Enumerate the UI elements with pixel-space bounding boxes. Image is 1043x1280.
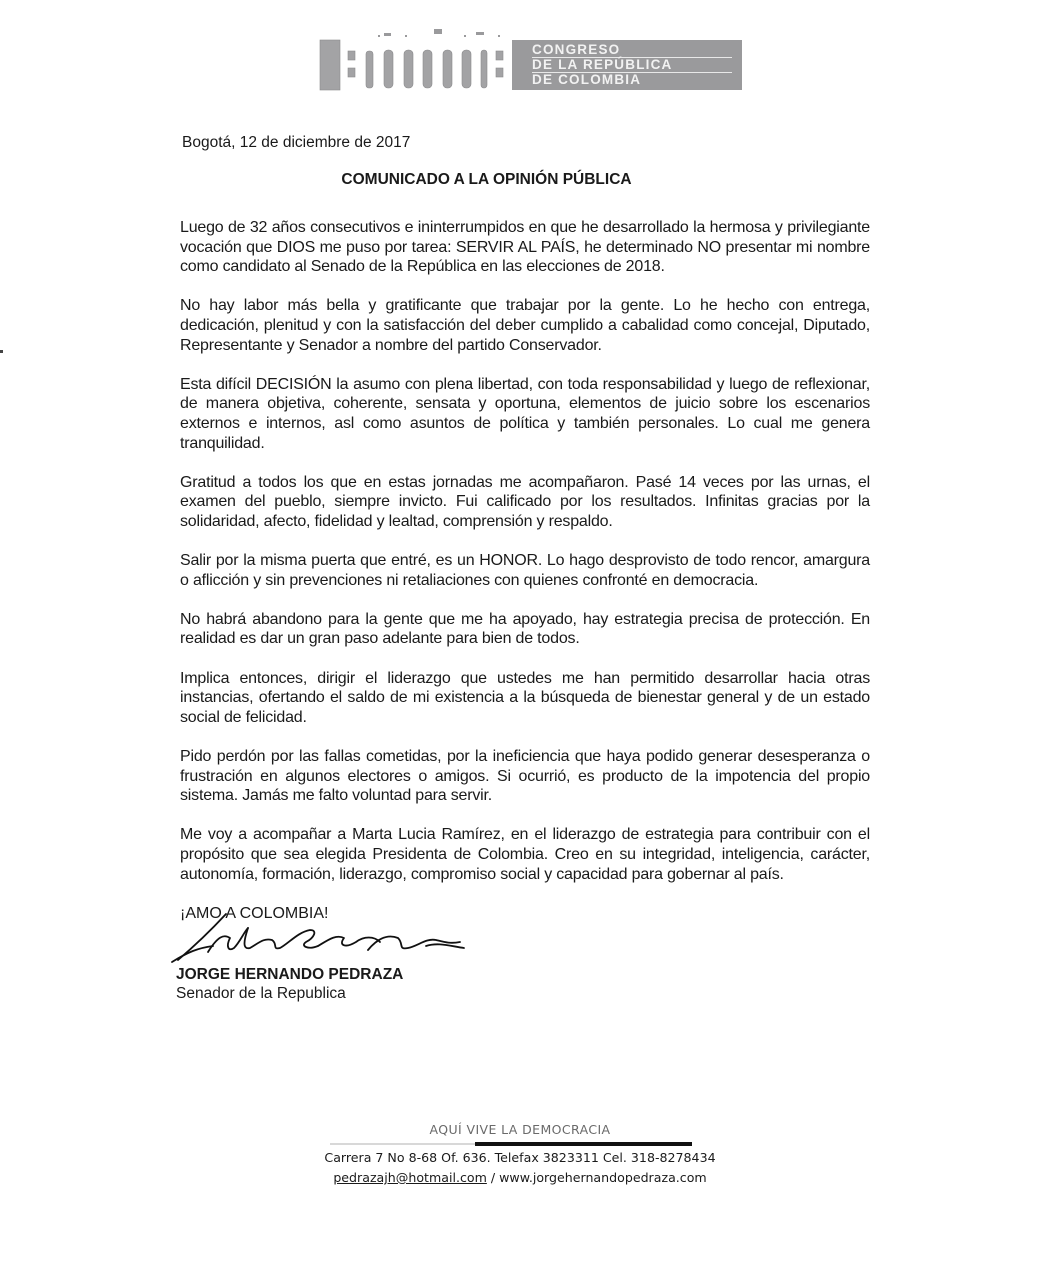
handwritten-signature	[168, 908, 488, 968]
capitol-emblem-icon	[318, 28, 508, 92]
footer-address: Carrera 7 No 8-68 Of. 636. Telefax 3823311 Cel. 318-8278434	[324, 1150, 716, 1165]
footer-rule	[330, 1142, 692, 1146]
scan-mark	[0, 350, 3, 353]
footer-contact	[300, 1170, 740, 1185]
body-paragraph: Salir por la misma puerta que entré, es un HONOR. Lo hago desprovisto de todo rencor, amargura o aflicción y sin prevenciones ni retaliaciones con quienes confronté en democracia.	[180, 552, 870, 589]
footer-email-link[interactable]: pedrazajh@hotmail.com	[333, 1170, 487, 1185]
footer-website-link[interactable]: www.jorgehernandopedraza.com	[499, 1170, 707, 1185]
footer-rule-bold	[475, 1142, 692, 1146]
logo-line: DE LA REPÚBLICA	[532, 57, 673, 72]
logo-line: DE COLOMBIA	[532, 72, 642, 87]
letter-title	[0, 171, 1043, 189]
letter-title-text: COMUNICADO A LA OPINIÓN PÚBLICA	[341, 171, 632, 188]
footer-motto: AQUÍ VIVE LA DEMOCRACIA	[429, 1122, 611, 1137]
body-paragraph: Gratitud a todos los que en estas jornadas me acompañaron. Pasé 14 veces por las urnas, el examen del pueblo, siempre invicto. Fui calificado por los resultados. Infinitas gracias por la solidaridad, afecto, fidelidad y lealtad, comprensión y respaldo.	[180, 473, 870, 530]
body-paragraph: Luego de 32 años consecutivos e ininterrumpidos en que he desarrollado la hermosa y privilegiante vocación que DIOS me puso por tarea: SERVIR AL PAÍS, he determinado NO presentar mi nombre como candidato al Senado de la República en las elecciones de 2018.	[180, 219, 870, 276]
congress-logo	[318, 28, 742, 92]
body-paragraph: No hay labor más bella y gratificante que trabajar por la gente. Lo he hecho con entrega, dedicación, plenitud y con la satisfacción del deber cumplido a cabalidad como concejal, Diputado, Representante y Senador a nombre del partido Conservador.	[180, 297, 870, 354]
closing-line: ¡AMO A COLOMBIA!	[180, 904, 329, 922]
body-paragraph: Esta difícil DECISIÓN la asumo con plena libertad, con toda responsabilidad y luego de reflexionar, de manera objetiva, coherente, sensata y oportuna, elementos de juicio sobre los escenarios externos e internos, asl como asuntos de política y también personales. Lo cual me genera tranquilidad.	[180, 375, 870, 452]
letter-date: Bogotá, 12 de diciembre de 2017	[182, 134, 411, 151]
footer-rule-faint	[330, 1143, 475, 1145]
body-paragraph: Me voy a acompañar a Marta Lucia Ramírez, en el liderazgo de estrategia para contribuir con el propósito que sea elegida Presidenta de Colombia. Creo en su integridad, inteligencia, carácter, autonomía, formación, liderazgo, compromiso social y capacidad para gobernar al país.	[180, 826, 870, 883]
body-paragraph: No habrá abandono para la gente que me ha apoyado, hay estrategia precisa de protección. En realidad es dar un gran paso adelante para bien de todos.	[180, 610, 870, 648]
logo-wordmark	[512, 40, 742, 90]
letter-footer	[300, 1122, 740, 1185]
body-paragraph: Implica entonces, dirigir el liderazgo que ustedes me han permitido desarrollar hacia otras instancias, ofertando el saldo de mi existencia a la búsqueda de bienestar general y de un estado social de felicidad.	[180, 669, 870, 726]
signatory-name: JORGE HERNANDO PEDRAZA	[176, 966, 404, 983]
logo-line: CONGRESO	[532, 42, 621, 57]
letter-body	[180, 218, 870, 923]
signatory-role: Senador de la Republica	[176, 985, 346, 1002]
body-paragraph: Pido perdón por las fallas cometidas, por la ineficiencia que haya podido generar desesperanza o frustración en algunos electores o amigos. Si ocurrió, es producto de la impotencia del propio sistema. Jamás me falto voluntad para servir.	[180, 748, 870, 805]
footer-separator: /	[486, 1170, 500, 1185]
